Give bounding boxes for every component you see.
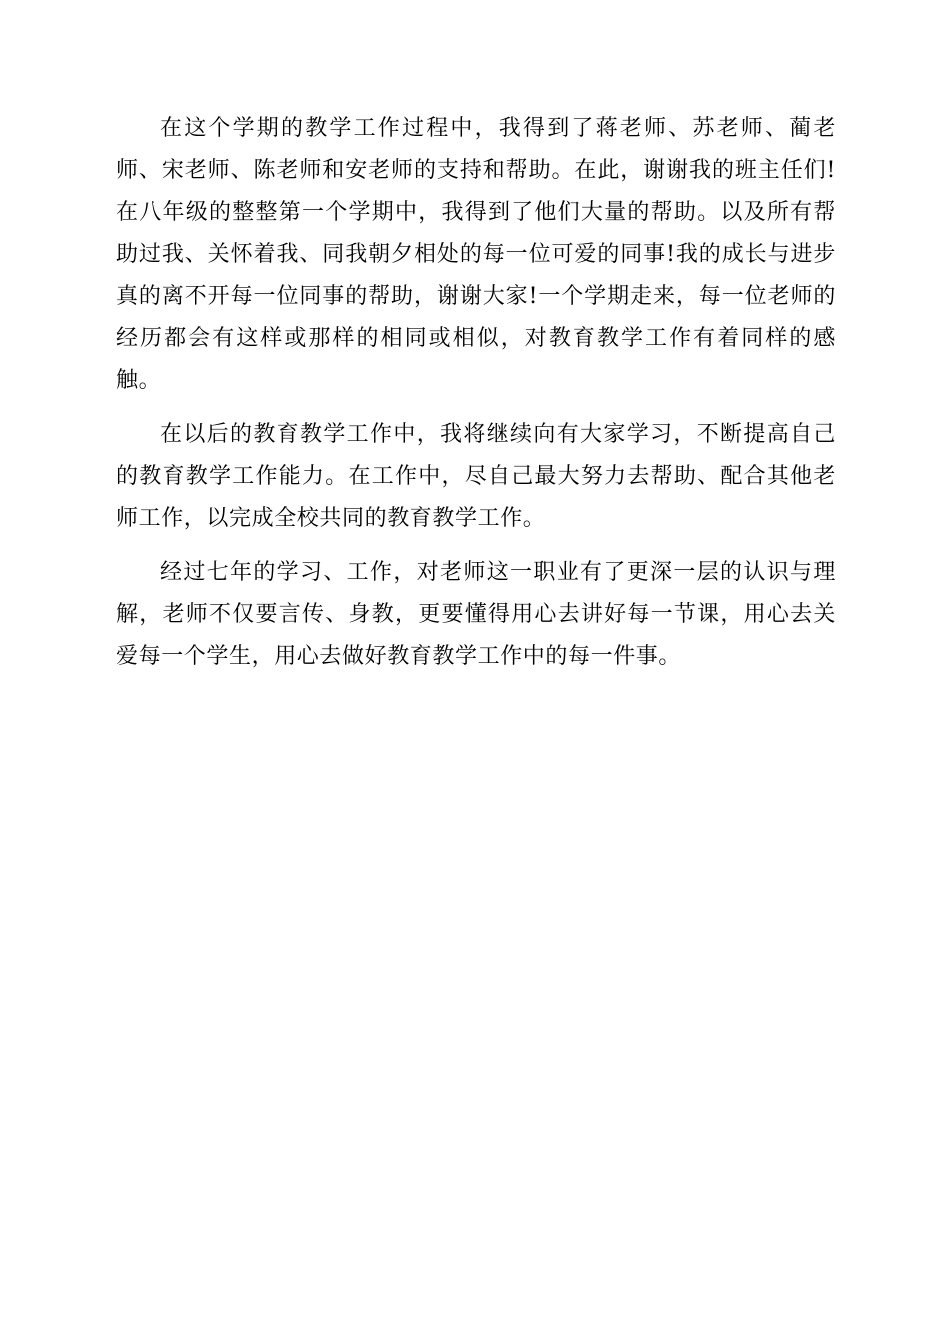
document-body	[116, 108, 836, 690]
paragraph-1: 在这个学期的教学工作过程中，我得到了蒋老师、苏老师、蔺老师、宋老师、陈老师和安老师的支持和帮助。在此，谢谢我的班主任们!在八年级的整整第一个学期中，我得到了他们大量的帮助。以及所有帮助过我、关怀着我、同我朝夕相处的每一位可爱的同事!我的成长与进步真的离不开每一位同事的帮助，谢谢大家!一个学期走来，每一位老师的经历都会有这样或那样的相同或相似，对教育教学工作有着同样的感触。	[116, 116, 836, 393]
paragraph-3: 经过七年的学习、工作，对老师这一职业有了更深一层的认识与理解，老师不仅要言传、身教，更要懂得用心去讲好每一节课，用心去关爱每一个学生，用心去做好教育教学工作中的每一件事。	[116, 560, 836, 669]
paragraph-2: 在以后的教育教学工作中，我将继续向有大家学习，不断提高自己的教育教学工作能力。在工作中，尽自己最大努力去帮助、配合其他老师工作，以完成全校共同的教育教学工作。	[116, 422, 836, 531]
